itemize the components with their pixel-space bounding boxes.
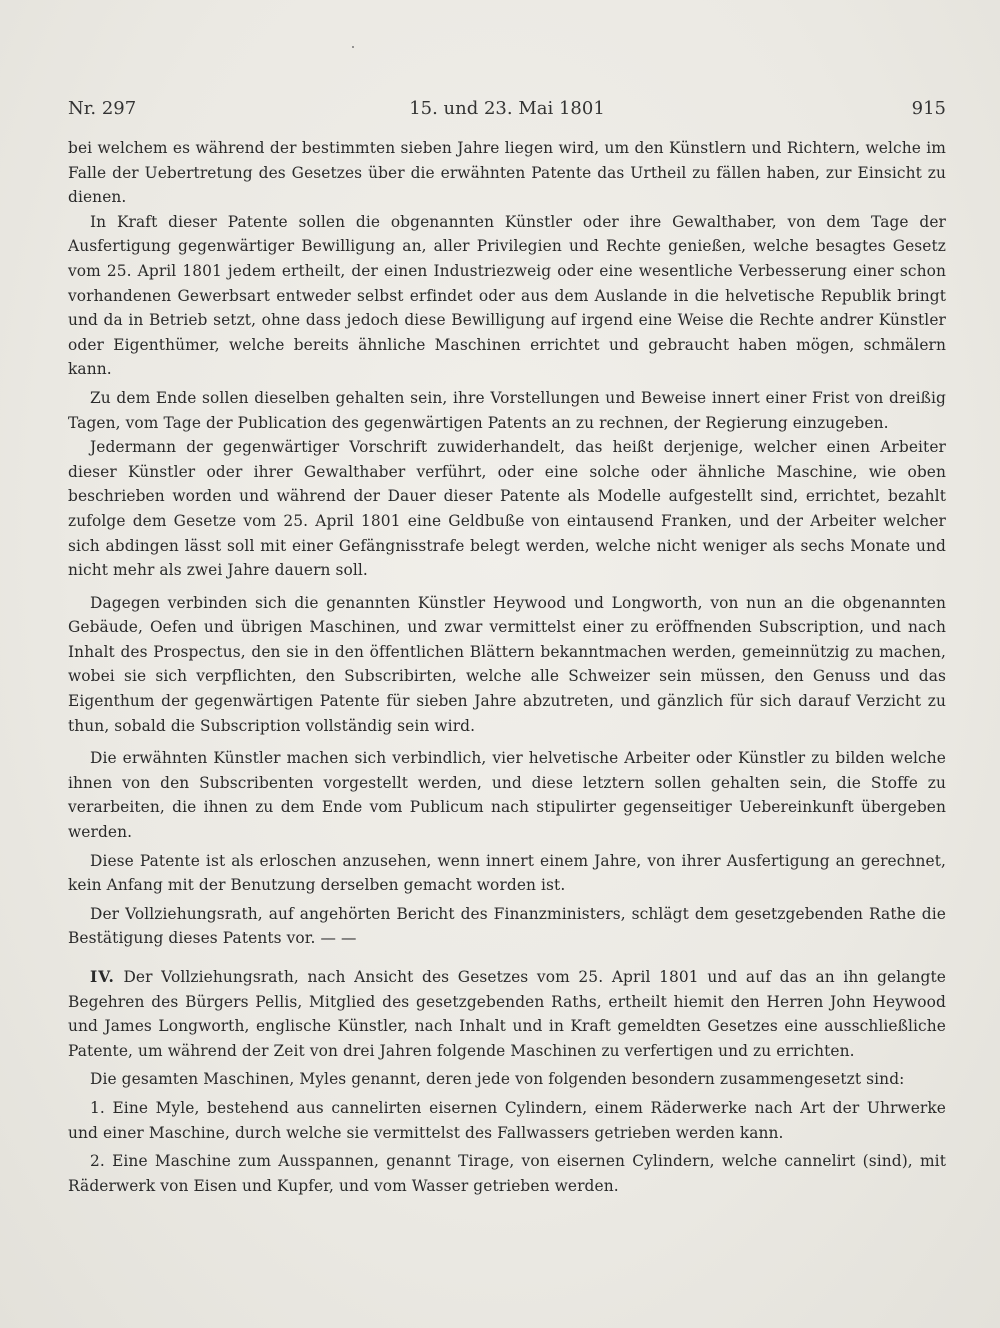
paragraph: Die erwähnten Künstler machen sich verbindlich, vier helvetische Arbeiter oder Künstler zu bilden welche ihnen von den Subscribenten vorgestellt werden, und diese letztern sollen gehalten sein, die Stoffe zu verarbeiten, die ihnen zu dem Ende vom Publicum nach stipulirter gegenseitiger Uebereinkunft übergeben werden.	[68, 749, 946, 842]
paragraph: In Kraft dieser Patente sollen die obgenannten Künstler oder ihre Gewalthaber, von dem Tage der Ausfertigung gegenwärtiger Bewilligung an, aller Privilegien und Rechte genießen, welche besagtes Gesetz vom 25. April 1801 jedem ertheilt, der einen Industriezweig oder eine wesentliche Verbesserung einer schon vorhandenen Gewerbsart entweder selbst erfindet oder aus dem Auslande in die helvetische Republik bringt und da in Betrieb setzt, ohne dass jedoch diese Bewilligung auf irgend eine Weise die Rechte andrer Künstler oder Eigenthümer, welche bereits ähnliche Maschinen errichtet und gebraucht haben mögen, schmälern kann.	[68, 212, 946, 379]
page-number: 915	[911, 98, 946, 119]
paragraph: Die gesamten Maschinen, Myles genannt, deren jede von folgenden besondern zusammengesetzt sind:	[90, 1070, 905, 1089]
paragraph: Zu dem Ende sollen dieselben gehalten sein, ihre Vorstellungen und Beweise innert einer Frist von dreißig Tagen, vom Tage der Publication des gegenwärtigen Patents an zu rechnen, der Regierung einzugeben.	[68, 388, 946, 432]
paragraph: Jedermann der gegenwärtiger Vorschrift zuwiderhandelt, das heißt derjenige, welcher einen Arbeiter dieser Künstler oder ihrer Gewalthaber verführt, oder eine solche oder ähnliche Maschine, wie oben beschrieben worden und während der Dauer dieser Patente als Modelle aufgestellt sind, errichtet, bezahlt zufolge dem Gesetze vom 25. April 1801 eine Geldbuße von eintausend Franken, und der Arbeiter welcher sich abdingen lässt soll mit einer Gefängnisstrafe belegt werden, welche nicht weniger als sechs Monate und nicht mehr als zwei Jahre dauern soll.	[68, 438, 946, 580]
section-numeral: IV.	[90, 968, 115, 986]
paragraph: bei welchem es während der bestimmten sieben Jahre liegen wird, um den Künstlern und Richtern, welche im Falle der Uebertretung des Gesetzes über die erwähnten Patente das Urtheil zu fällen haben, zur Einsicht zu dienen.	[68, 139, 946, 207]
document-number: Nr. 297	[68, 98, 137, 119]
paragraph: Der Vollziehungsrath, auf angehörten Bericht des Finanzministers, schlägt dem gesetzgebenden Rathe die Bestätigung dieses Patents vor. — —	[68, 904, 946, 948]
paragraph: Diese Patente ist als erloschen anzusehen, wenn innert einem Jahre, von ihrer Ausfertigung an gerechnet, kein Anfang mit der Benutzung derselben gemacht worden ist.	[68, 851, 946, 895]
document-date: 15. und 23. Mai 1801	[409, 98, 605, 119]
paragraph: 1. Eine Myle, bestehend aus cannelirten eisernen Cylindern, einem Räderwerke nach Art der Uhrwerke und einer Maschine, durch welche sie vermittelst des Fallwassers getrieben werden kann.	[68, 1098, 946, 1142]
paragraph: Dagegen verbinden sich die genannten Künstler Heywood und Longworth, von nun an die obgenannten Gebäude, Oefen und übrigen Maschinen, und zwar vermittelst einer zu eröffnenden Subscription, und nach Inhalt des Prospectus, den sie in den öffentlichen Blättern bekanntmachen werden, gemeinnützig zu machen, wobei sie sich verpflichten, den Subscribirten, welche alle Schweizer sein müssen, den Genuss und das Eigenthum der gegenwärtigen Patente für sieben Jahre abzutreten, und gänzlich für sich darauf Verzicht zu thun, sobald die Subscription vollständig sein wird.	[68, 593, 946, 735]
section-text: Der Vollziehungsrath, nach Ansicht des Gesetzes vom 25. April 1801 und auf das an ihn gelangte Begehren des Bürgers Pellis, Mitglied des gesetzgebenden Raths, ertheilt hiemit den Herren John Heywood und James Longworth, englische Künstler, nach Inhalt und in Kraft gemeldten Gesetzes eine ausschließliche Patente, um während der Zeit von drei Jahren folgende Maschinen zu verfertigen und zu errichten.	[68, 968, 946, 1060]
section-paragraph	[68, 965, 946, 1063]
speck	[352, 46, 354, 48]
page-header	[68, 98, 946, 126]
body-text	[68, 136, 946, 1198]
paragraph: 2. Eine Maschine zum Ausspannen, genannt Tirage, von eisernen Cylindern, welche cannelirt (sind), mit Räderwerk von Eisen und Kupfer, und vom Wasser getrieben werden.	[68, 1152, 946, 1195]
